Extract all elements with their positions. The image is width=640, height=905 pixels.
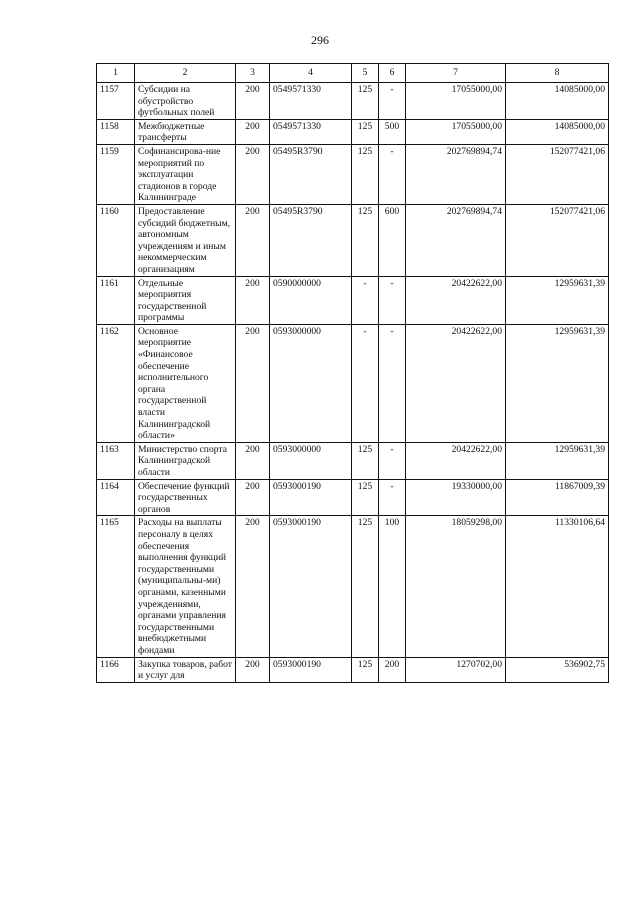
row-col3: 200 (236, 516, 270, 657)
row-number: 1164 (97, 479, 135, 516)
row-number: 1163 (97, 442, 135, 479)
row-col5: - (352, 324, 379, 442)
row-number: 1161 (97, 276, 135, 324)
row-col8: 12959631,39 (506, 324, 609, 442)
table-row (97, 276, 609, 324)
row-name: Закупка товаров, работ и услуг для (135, 657, 236, 682)
row-col7: 20422622,00 (406, 276, 506, 324)
row-col3: 200 (236, 119, 270, 144)
row-col6: 200 (379, 657, 406, 682)
header-cell-1: 1 (97, 64, 135, 83)
row-col6: - (379, 144, 406, 204)
row-col3: 200 (236, 204, 270, 276)
header-cell-7: 7 (406, 64, 506, 83)
row-col6: 100 (379, 516, 406, 657)
row-col4: 05495R3790 (270, 144, 352, 204)
header-cell-2: 2 (135, 64, 236, 83)
row-col7: 202769894,74 (406, 204, 506, 276)
row-col4: 0549571330 (270, 119, 352, 144)
header-cell-5: 5 (352, 64, 379, 83)
row-number: 1166 (97, 657, 135, 682)
row-col5: 125 (352, 657, 379, 682)
row-col3: 200 (236, 276, 270, 324)
table-row (97, 144, 609, 204)
row-col8: 152077421,06 (506, 144, 609, 204)
row-col8: 14085000,00 (506, 83, 609, 120)
page-number: 296 (311, 33, 329, 47)
row-number: 1160 (97, 204, 135, 276)
row-col5: 125 (352, 204, 379, 276)
row-col5: 125 (352, 516, 379, 657)
row-col7: 19330000,00 (406, 479, 506, 516)
row-col7: 20422622,00 (406, 442, 506, 479)
row-col5: 125 (352, 442, 379, 479)
row-col3: 200 (236, 83, 270, 120)
row-col7: 17055000,00 (406, 119, 506, 144)
row-col3: 200 (236, 144, 270, 204)
budget-table (96, 63, 609, 683)
row-number: 1157 (97, 83, 135, 120)
row-col4: 0593000190 (270, 516, 352, 657)
row-col7: 20422622,00 (406, 324, 506, 442)
row-col6: - (379, 83, 406, 120)
table-row (97, 83, 609, 120)
table-row (97, 479, 609, 516)
row-col4: 0593000190 (270, 479, 352, 516)
row-col6: - (379, 324, 406, 442)
row-col6: 600 (379, 204, 406, 276)
row-col3: 200 (236, 324, 270, 442)
row-col7: 202769894,74 (406, 144, 506, 204)
header-cell-3: 3 (236, 64, 270, 83)
table-row (97, 442, 609, 479)
row-col6: - (379, 276, 406, 324)
row-col5: 125 (352, 479, 379, 516)
row-col5: - (352, 276, 379, 324)
header-cell-6: 6 (379, 64, 406, 83)
row-name: Предоставление субсидий бюджетным, автономным учреждениям и иным некоммерческим организациям (135, 204, 236, 276)
row-name: Отдельные мероприятия государственной программы (135, 276, 236, 324)
header-cell-4: 4 (270, 64, 352, 83)
table-row (97, 119, 609, 144)
row-name: Основное мероприятие «Финансовое обеспечение исполнительного органа государственной власти Калининградской области» (135, 324, 236, 442)
row-col8: 12959631,39 (506, 442, 609, 479)
header-row (97, 64, 609, 83)
row-number: 1162 (97, 324, 135, 442)
row-number: 1165 (97, 516, 135, 657)
row-col7: 17055000,00 (406, 83, 506, 120)
row-col4: 05495R3790 (270, 204, 352, 276)
row-col5: 125 (352, 144, 379, 204)
row-col4: 0549571330 (270, 83, 352, 120)
row-col3: 200 (236, 442, 270, 479)
row-name: Софинансирова-ние мероприятий по эксплуатации стадионов в городе Калининграде (135, 144, 236, 204)
row-col8: 11867009,39 (506, 479, 609, 516)
row-col6: - (379, 442, 406, 479)
row-col8: 14085000,00 (506, 119, 609, 144)
row-name: Министерство спорта Калининградской области (135, 442, 236, 479)
row-col8: 536902,75 (506, 657, 609, 682)
row-col4: 0590000000 (270, 276, 352, 324)
row-name: Обеспечение функций государственных органов (135, 479, 236, 516)
row-name: Субсидии на обустройство футбольных полей (135, 83, 236, 120)
row-col5: 125 (352, 119, 379, 144)
table-row (97, 324, 609, 442)
row-col4: 0593000000 (270, 324, 352, 442)
row-col3: 200 (236, 479, 270, 516)
row-col8: 152077421,06 (506, 204, 609, 276)
table-row (97, 516, 609, 657)
row-number: 1159 (97, 144, 135, 204)
row-name: Межбюджетные трансферты (135, 119, 236, 144)
header-cell-8: 8 (506, 64, 609, 83)
table-row (97, 657, 609, 682)
table-row (97, 204, 609, 276)
row-col5: 125 (352, 83, 379, 120)
row-col7: 1270702,00 (406, 657, 506, 682)
row-col4: 0593000000 (270, 442, 352, 479)
row-col4: 0593000190 (270, 657, 352, 682)
row-col8: 12959631,39 (506, 276, 609, 324)
row-number: 1158 (97, 119, 135, 144)
row-col3: 200 (236, 657, 270, 682)
row-col7: 18059298,00 (406, 516, 506, 657)
row-col6: 500 (379, 119, 406, 144)
row-col8: 11330106,64 (506, 516, 609, 657)
row-name: Расходы на выплаты персоналу в целях обеспечения выполнения функций государственными (муниципальны-ми) органами, казенными учреждениями, органами управления государственными внебюджетными фондами (135, 516, 236, 657)
row-col6: - (379, 479, 406, 516)
